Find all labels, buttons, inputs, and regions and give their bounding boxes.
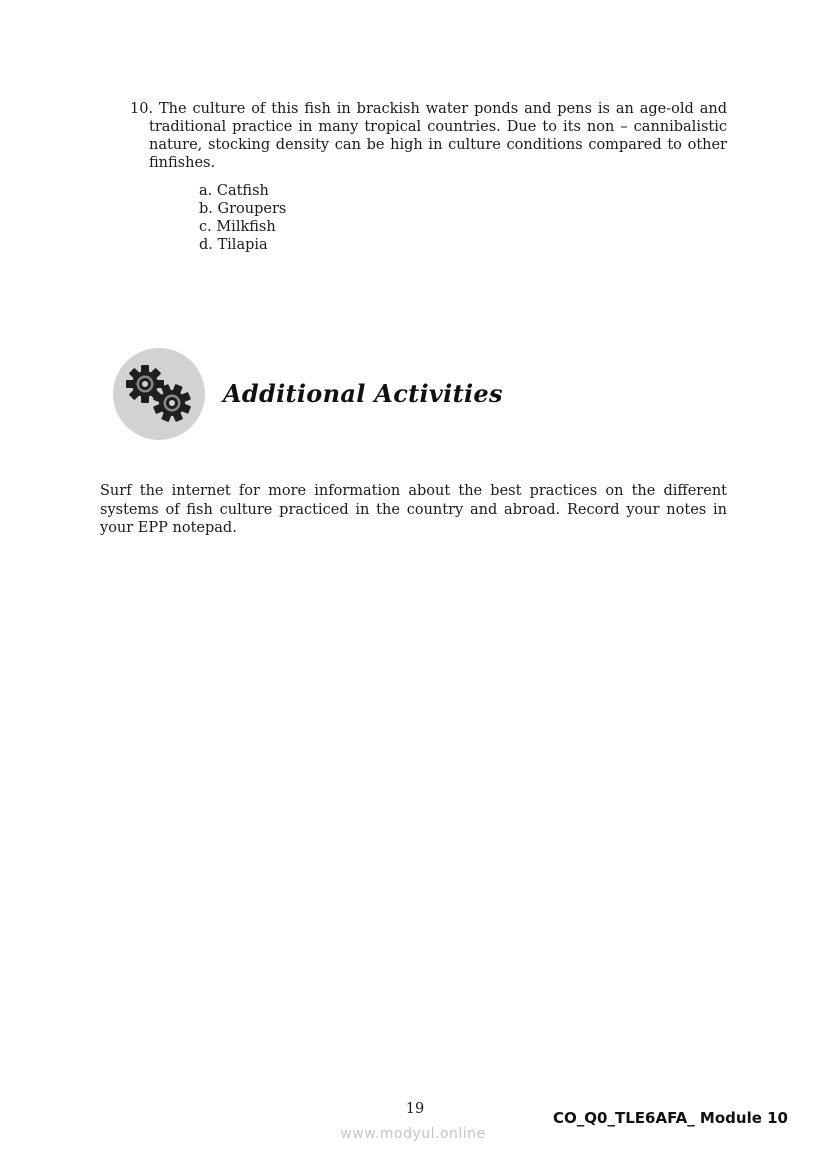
watermark: www.modyul.online [340, 1126, 486, 1142]
option-d: d. Tilapia [199, 237, 268, 253]
question-stem: 10. The culture of this fish in brackish water ponds and pens is an age-old and traditional practice in many tropical countries. Due to its non – cannibalistic nature, stocking density can be high in culture conditions compared to other finfishes. [130, 101, 727, 171]
gears-icon [113, 348, 205, 440]
section-title: Additional Activities [223, 379, 503, 408]
option-b: b. Groupers [199, 201, 287, 217]
option-a: a. Catfish [199, 183, 269, 199]
question-10 [130, 100, 727, 254]
answer-options [199, 182, 727, 254]
page-number: 19 [405, 1101, 425, 1117]
module-code: CO_Q0_TLE6AFA_ Module 10 [553, 1109, 788, 1127]
option-c: c. Milkfish [199, 219, 276, 235]
activity-instructions: Surf the internet for more information about the best practices on the different systems of fish culture practiced in the country and abroad. Record your notes in your EPP notepad. [100, 483, 727, 536]
